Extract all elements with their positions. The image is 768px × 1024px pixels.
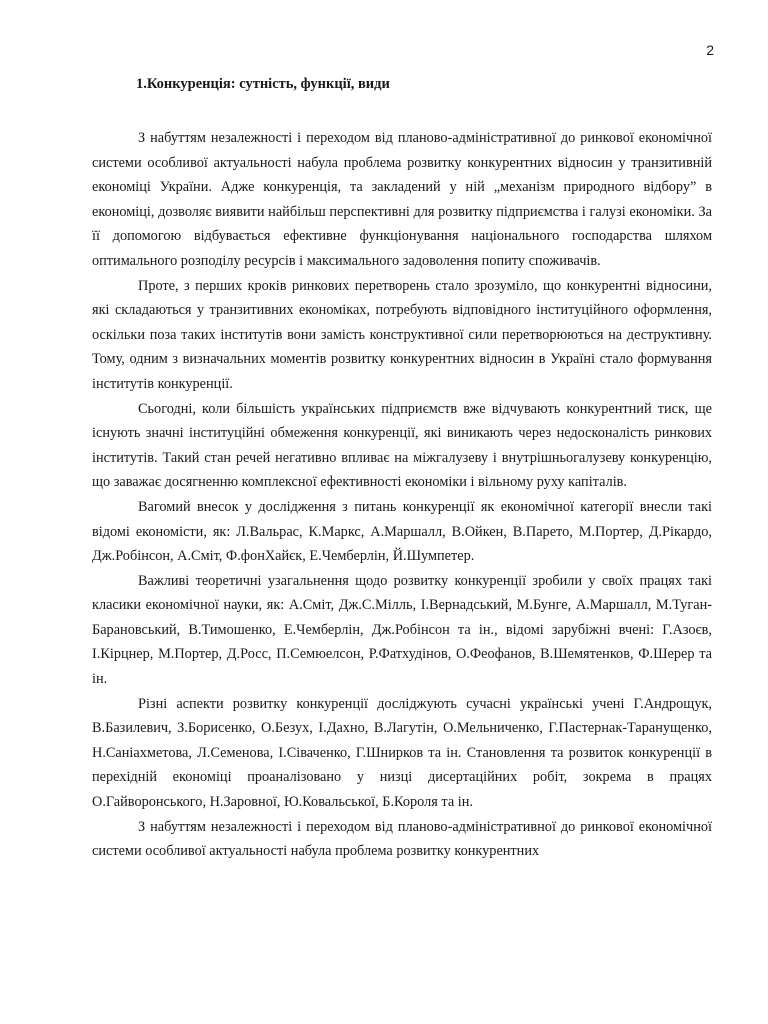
paragraph: Проте, з перших кроків ринкових перетворень стало зрозуміло, що конкурентні відносини, які складаються у транзитивних економіках, потребують відповідного інституційного оформлення, оскільки поза таких інститутів вони замість конструктивної сили перетворюються на деструктивну. Тому, одним з визначальних моментів розвитку конкурентних відносин в Україні стало формування інститутів конкуренції.	[92, 277, 712, 392]
paragraph: З набуттям незалежності і переходом від планово-адміністративної до ринкової економічної системи особливої актуальності набула проблема розвитку конкурентних відносин у транзитивній економіці України. Адже конкуренція, та закладений у ній „механізм природного відбору” в економіці, дозволяє виявити найбільш перспективні для розвитку підприємства і галузі економіки. За її допомогою відбувається ефективне функціонування національного господарства шляхом оптимального розподілу ресурсів і максимального задоволення попиту споживачів.	[92, 130, 712, 269]
page-number: 2	[706, 42, 714, 58]
paragraph: З набуттям незалежності і переходом від планово-адміністративної до ринкової економічної системи особливої актуальності набула проблема розвитку конкурентних	[92, 818, 712, 860]
paragraph: Важливі теоретичні узагальнення щодо розвитку конкуренції зробили у своїх працях такі класики економічної науки, як: А.Сміт, Дж.С.Мілль, І.Вернадський, М.Бунге, А.Маршалл, М.Туган-Барановський, В.Тимошенко, Е.Чемберлін, Дж.Робінсон та ін., відомі зарубіжні вчені: Г.Азоєв, І.Кірцнер, М.Портер, Д.Росс, П.Семюелсон, Р.Фатхудінов, О.Феофанов, В.Шемятенков, Ф.Шерер та ін.	[92, 572, 712, 688]
section-heading: 1.Конкуренція: сутність, функції, види	[136, 76, 390, 92]
paragraph: Сьогодні, коли більшість українських підприємств вже відчувають конкурентний тиск, ще існують значні інституційні обмеження конкуренції, які виникають через недосконалість ринкових інститутів. Такий стан речей негативно впливає на міжгалузеву і внутрішньогалузеву конкуренцію, що заважає досягненню комплексної ефективності економіки і вільному руху капіталів.	[92, 400, 712, 491]
paragraph: Різні аспекти розвитку конкуренції досліджують сучасні українські учені Г.Андрощук, В.Базилевич, З.Борисенко, О.Безух, І.Дахно, В.Лагутін, О.Мельниченко, Г.Пастернак-Таранущенко, Н.Саніахметова, Л.Семенова, І.Сіваченко, Г.Шнирков та ін. Становлення та розвиток конкуренції в перехідній економіці проаналізовано у низці дисертаційних робіт, зокрема в працях О.Гайворонського, Н.Заровної, Ю.Ковальської, Б.Короля та ін.	[92, 695, 712, 811]
document-body	[92, 72, 712, 864]
paragraph: Вагомий внесок у дослідження з питань конкуренції як економічної категорії внесли такі відомі економісти, як: Л.Вальрас, К.Маркс, А.Маршалл, В.Ойкен, В.Парето, М.Портер, Д.Рікардо, Дж.Робінсон, А.Сміт, Ф.фонХайєк, Е.Чемберлін, Й.Шумпетер.	[92, 498, 712, 565]
